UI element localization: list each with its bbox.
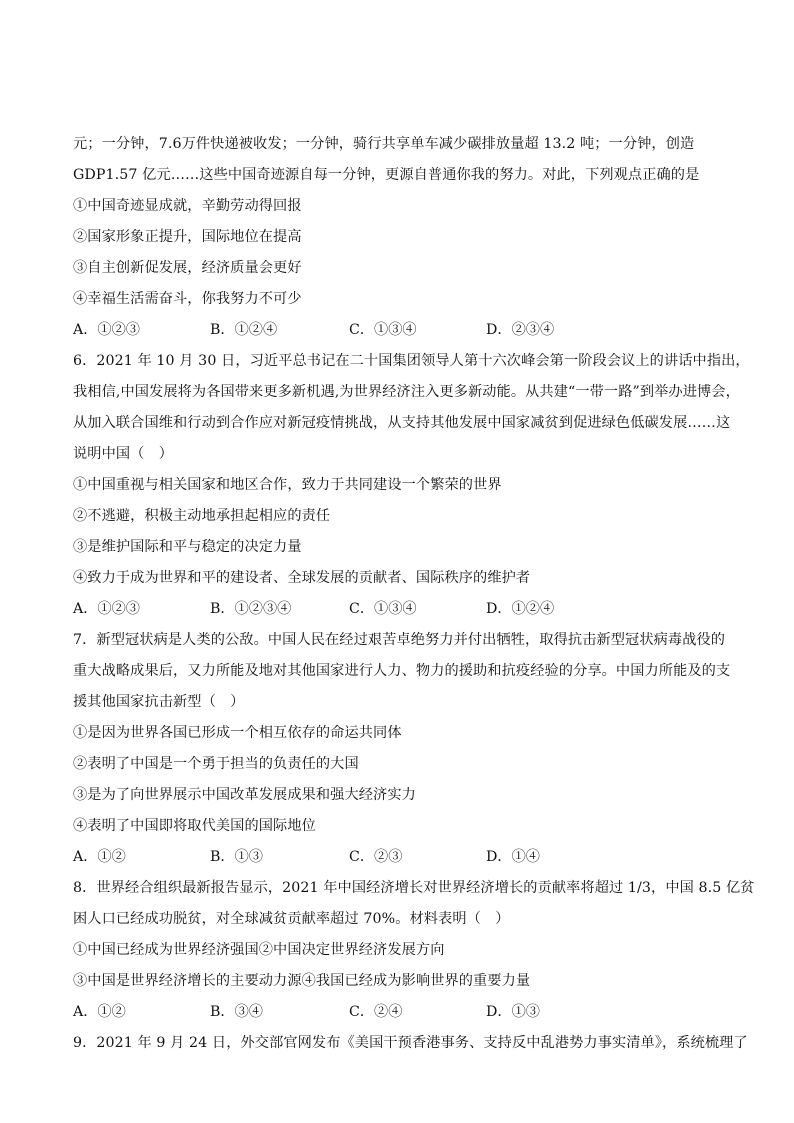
q8-option-a[interactable]: A．①② (73, 1004, 126, 1020)
q6-item-1: ①中国重视与相关国家和地区合作，致力于共同建设一个繁荣的世界 (73, 477, 502, 493)
q5-item-3: ③自主创新促发展，经济质量会更好 (73, 260, 302, 276)
q6-item-3: ③是维护国际和平与稳定的决定力量 (73, 539, 302, 555)
q7-item-3: ③是为了向世界展示中国改革发展成果和强大经济实力 (73, 787, 416, 803)
q5-option-d[interactable]: D．②③④ (486, 322, 555, 338)
q7-option-b[interactable]: B．①③ (210, 849, 263, 865)
q6-stem-line-4: 说明中国（ ） (73, 446, 174, 462)
q5-item-2: ②国家形象正提升，国际地位在提高 (73, 229, 302, 245)
q6-option-a[interactable]: A．①②③ (73, 601, 140, 617)
q6-stem-line-1: 6．2021 年 10 月 30 日，习近平总书记在二十国集团领导人第十六次峰会第一阶段会议上的讲话中指出， (73, 353, 750, 369)
q6-options (73, 599, 733, 619)
q5-stem-line-1: 元；一分钟，7.6万件快递被收发；一分钟，骑行共享单车减少碳排放量超 13.2 吨；一分钟，创造 (73, 136, 695, 152)
q6-option-b[interactable]: B．①②③④ (210, 601, 292, 617)
q7-option-d[interactable]: D．①④ (486, 849, 540, 865)
q6-option-d[interactable]: D．①②④ (486, 601, 555, 617)
q7-stem-line-1: 7．新型冠状病是人类的公敌。中国人民在经过艰苦卓绝努力并付出牺牲，取得抗击新型冠状病毒战役的 (73, 632, 726, 648)
q5-option-b[interactable]: B．①②④ (210, 322, 278, 338)
q8-item-2: ③中国是世界经济增长的主要动力源④我国已经成为影响世界的重要力量 (73, 973, 531, 989)
q8-option-c[interactable]: C．②④ (349, 1004, 403, 1020)
q7-item-1: ①是因为世界各国已形成一个相互依存的命运共同体 (73, 725, 402, 741)
q6-item-4: ④致力于成为世界和平的建设者、全球发展的贡献者、国际秩序的维护者 (73, 570, 531, 586)
q7-stem-line-3: 援其他国家抗击新型（ ） (73, 694, 245, 710)
q9-stem-line-1: 9．2021 年 9 月 24 日，外交部官网发布《美国干预香港事务、支持反中乱港势力事实清单》，系统梳理了 (73, 1035, 748, 1051)
q7-stem-line-2: 重大战略成果后，又力所能及地对其他国家进行人力、物力的援助和抗疫经验的分享。中国力所能及的支 (73, 663, 731, 679)
q8-options (73, 1002, 733, 1022)
q6-option-c[interactable]: C．①③④ (349, 601, 417, 617)
q5-option-c[interactable]: C．①③④ (349, 322, 417, 338)
q8-option-b[interactable]: B．③④ (210, 1004, 263, 1020)
q7-option-a[interactable]: A．①② (73, 849, 126, 865)
q7-options (73, 847, 733, 867)
q7-item-2: ②表明了中国是一个勇于担当的负责任的大国 (73, 756, 359, 772)
q7-option-c[interactable]: C．②③ (349, 849, 403, 865)
q8-stem-line-1: 8．世界经合组织最新报告显示，2021 年中国经济增长对世界经济增长的贡献率将超过 1/3，中国 8.5 亿贫 (73, 880, 755, 896)
q8-item-1: ①中国已经成为世界经济强国②中国决定世界经济发展方向 (73, 942, 445, 958)
q8-stem-line-2: 困人口已经成功脱贫，对全球减贫贡献率超过 70%。材料表明（ ） (73, 911, 510, 927)
q5-item-4: ④幸福生活需奋斗，你我努力不可少 (73, 291, 302, 307)
q5-option-a[interactable]: A．①②③ (73, 322, 140, 338)
q6-stem-line-3: 从加入联合国维和行动到合作应对新冠疫情挑战，从支持其他发展中国家减贫到促进绿色低碳发展……这 (73, 415, 731, 431)
q6-stem-line-2: 我相信,中国发展将为各国带来更多新机遇,为世界经济注入更多新动能。从共建“一带一路”到举办进博会， (73, 384, 740, 400)
q7-item-4: ④表明了中国即将取代美国的国际地位 (73, 818, 316, 834)
q8-option-d[interactable]: D．①③ (486, 1004, 540, 1020)
q5-options (73, 320, 733, 340)
q5-item-1: ①中国奇迹显成就，辛勤劳动得回报 (73, 198, 302, 214)
q6-item-2: ②不逃避，积极主动地承担起相应的责任 (73, 508, 331, 524)
q5-stem-line-2: GDP1.57 亿元……这些中国奇迹源自每一分钟，更源自普通你我的努力。对此，下列观点正确的是 (73, 167, 700, 183)
